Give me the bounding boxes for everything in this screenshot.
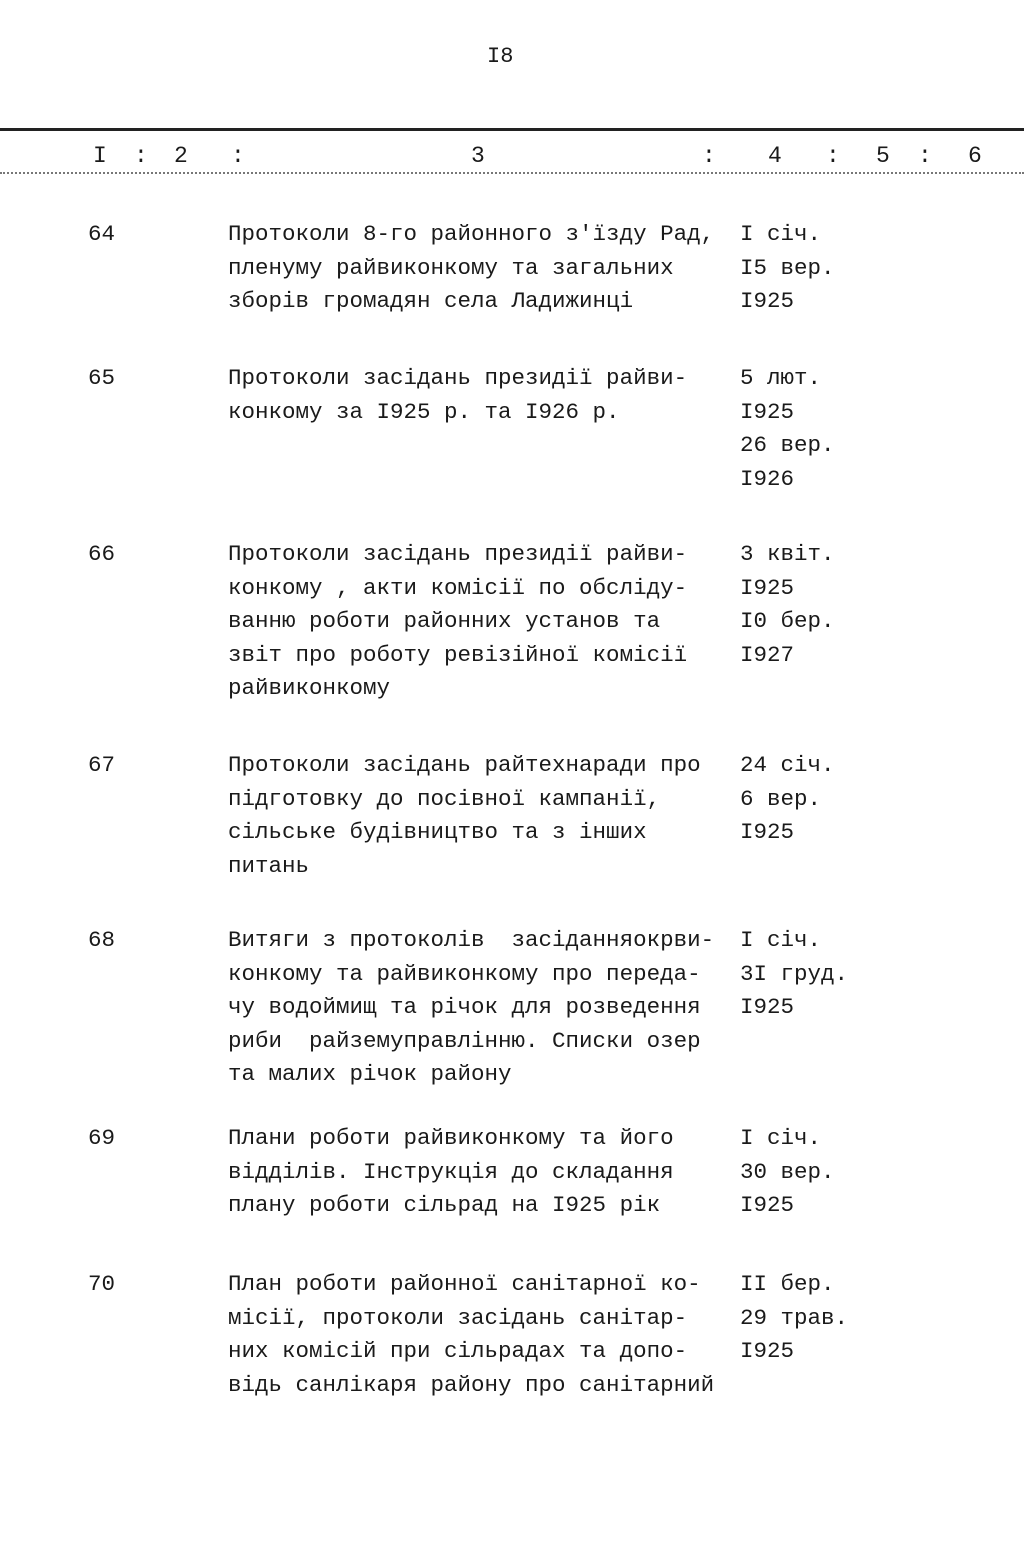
- description-line: План роботи районної санітарної ко-: [228, 1271, 701, 1297]
- description-line: зборів громадян села Ладижинці: [228, 288, 634, 314]
- date-line: I січ.: [740, 221, 822, 247]
- description-line: Протоколи засідань райтехнаради про: [228, 752, 701, 778]
- description-line: Витяги з протоколів засіданняокрви-: [228, 927, 715, 953]
- entry-description: [228, 362, 687, 429]
- description-line: ванню роботи районних установ та: [228, 608, 661, 634]
- entry-dates: [740, 1122, 835, 1223]
- date-line: 6 вер.: [740, 785, 822, 812]
- description-line: конкому та райвиконкому про переда-: [228, 960, 701, 987]
- description-line: Плани роботи райвиконкому та його: [228, 1125, 674, 1151]
- date-line: I0 бер.: [740, 608, 835, 634]
- description-line: конкому , акти комісії по обсліду-: [228, 574, 688, 601]
- table-top-rule: [0, 128, 1024, 131]
- entry-description: [228, 218, 714, 319]
- description-line: них комісій при сільрадах та допо-: [228, 1338, 688, 1364]
- date-line: I925: [740, 994, 795, 1020]
- description-line: місії, протоколи засідань санітар-: [228, 1304, 688, 1331]
- entry-number: 67: [88, 752, 116, 778]
- entry-description: [228, 749, 701, 883]
- description-line: Протоколи засідань президії райви-: [228, 365, 688, 391]
- entry-dates: [740, 218, 835, 319]
- entry-dates: [740, 362, 835, 496]
- description-line: риби райземуправлінню. Списки озер: [228, 1027, 701, 1054]
- description-line: Протоколи 8-го районного з'їзду Рад,: [228, 221, 715, 247]
- date-line: I926: [740, 465, 795, 492]
- description-line: райвиконкому: [228, 675, 391, 701]
- col-separator: :: [231, 143, 245, 169]
- col-separator: :: [134, 143, 148, 169]
- date-line: 3 квіт.: [740, 541, 835, 567]
- date-line: I925: [740, 1192, 795, 1218]
- entry-dates: [740, 924, 848, 1025]
- date-line: I925: [740, 288, 795, 314]
- col-header-6: 6: [968, 143, 982, 169]
- date-line: 5 лют.: [740, 365, 822, 391]
- description-line: чу водоймищ та річок для розведення: [228, 994, 701, 1020]
- description-line: Протоколи засідань президії райви-: [228, 541, 688, 567]
- date-line: 3I груд.: [740, 960, 849, 987]
- description-line: пленуму райвиконкому та загальних: [228, 254, 674, 281]
- entry-dates: [740, 1268, 848, 1369]
- description-line: відь санлікаря району про санітарний: [228, 1371, 715, 1398]
- col-header-3: 3: [471, 143, 485, 169]
- date-line: I925: [740, 574, 795, 601]
- date-line: I927: [740, 641, 795, 668]
- entry-number: 66: [88, 541, 116, 567]
- entry-number: 64: [88, 221, 116, 247]
- col-separator: :: [826, 143, 840, 169]
- entry-number: 65: [88, 365, 116, 391]
- date-line: 30 вер.: [740, 1158, 835, 1185]
- description-line: плану роботи сільрад на I925 рік: [228, 1192, 661, 1218]
- col-separator: :: [702, 143, 716, 169]
- entry-number: 69: [88, 1125, 116, 1151]
- date-line: I січ.: [740, 1125, 822, 1151]
- date-line: 24 січ.: [740, 752, 835, 778]
- col-header-5: 5: [876, 143, 890, 169]
- date-line: I925: [740, 1338, 795, 1364]
- description-line: підготовку до посівної кампанії,: [228, 785, 661, 812]
- date-line: I січ.: [740, 927, 822, 953]
- date-line: I925: [740, 398, 795, 425]
- description-line: відділів. Інструкція до складання: [228, 1158, 674, 1185]
- description-line: питань: [228, 852, 310, 879]
- entry-number: 68: [88, 927, 116, 953]
- col-separator: :: [918, 143, 932, 169]
- date-line: II бер.: [740, 1271, 835, 1297]
- description-line: звіт про роботу ревізійної комісії: [228, 641, 688, 668]
- description-line: та малих річок району: [228, 1061, 512, 1087]
- col-header-2: 2: [174, 143, 188, 169]
- entry-dates: [740, 749, 835, 850]
- col-header-1: I: [93, 143, 107, 169]
- entry-description: [228, 924, 714, 1092]
- date-line: 29 трав.: [740, 1304, 849, 1331]
- date-line: 26 вер.: [740, 432, 835, 458]
- entry-number: 70: [88, 1271, 116, 1297]
- date-line: I5 вер.: [740, 254, 835, 281]
- table-header-rule: [0, 172, 1024, 174]
- date-line: I925: [740, 819, 795, 845]
- entry-description: [228, 1268, 714, 1402]
- entry-dates: [740, 538, 835, 672]
- description-line: сільське будівництво та з інших: [228, 819, 647, 845]
- entry-description: [228, 1122, 674, 1223]
- description-line: конкому за I925 р. та I926 р.: [228, 398, 620, 425]
- entry-description: [228, 538, 687, 706]
- col-header-4: 4: [768, 143, 782, 169]
- page-number: I8: [487, 44, 514, 69]
